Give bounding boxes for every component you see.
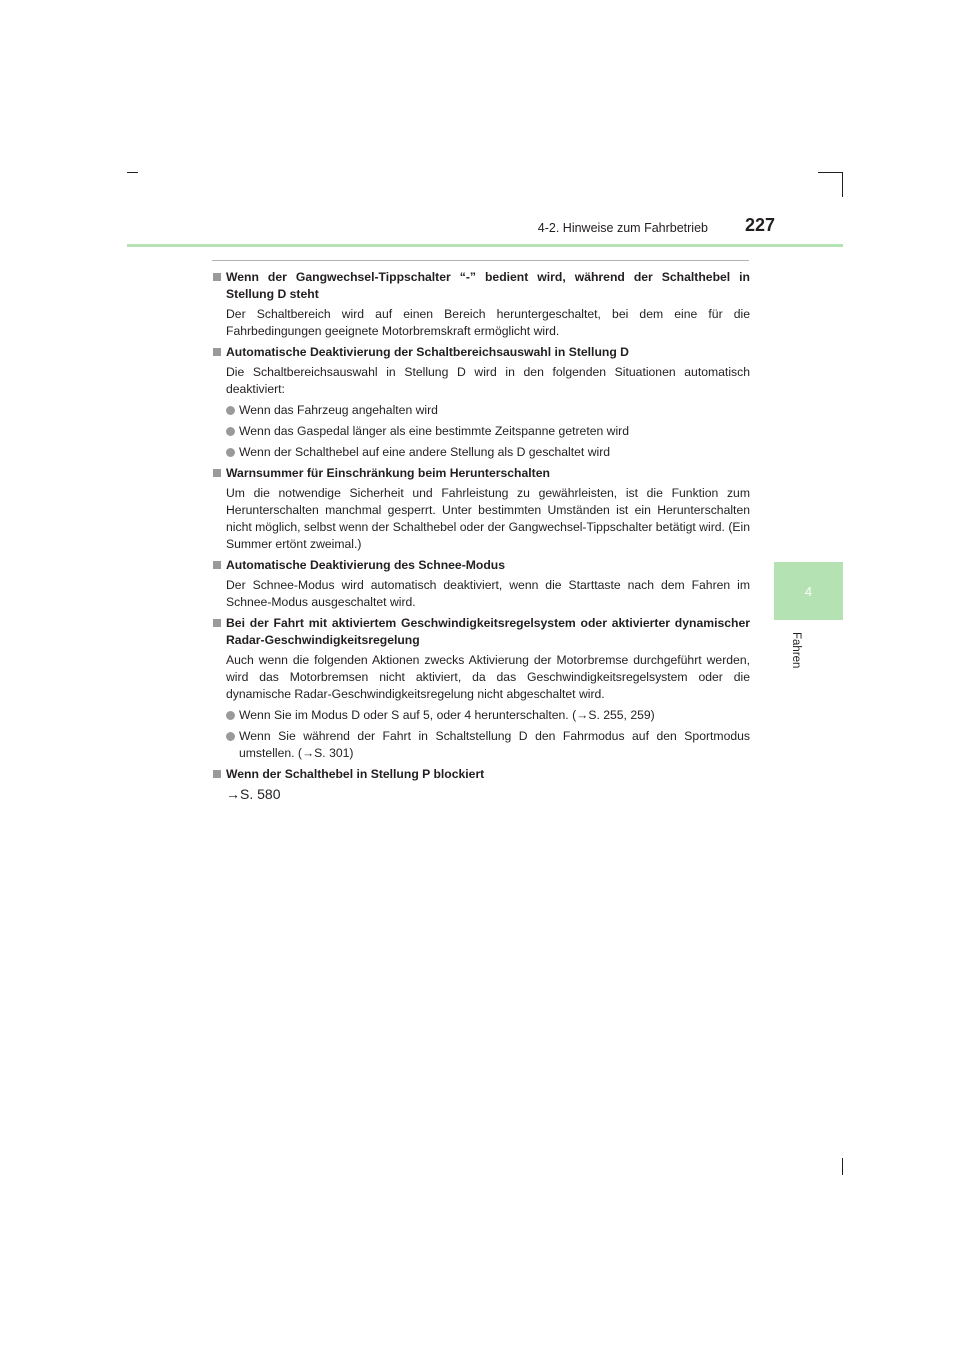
section-cruise-control xyxy=(213,615,750,762)
crop-mark xyxy=(842,172,843,197)
circle-bullet-icon xyxy=(226,711,235,720)
section-heading: Automatische Deaktivierung des Schnee-Modus xyxy=(213,557,750,574)
crop-mark xyxy=(818,172,843,173)
section-heading: Bei der Fahrt mit aktiviertem Geschwindigkeitsregelsystem oder aktivierter dynamischer Radar-Geschwindigkeitsregelung xyxy=(213,615,750,649)
section-body: Der Schnee-Modus wird automatisch deaktiviert, wenn die Starttaste nach dem Fahren im Schnee-Modus ausgeschaltet wird. xyxy=(226,578,750,609)
circle-bullet-icon xyxy=(226,406,235,415)
crop-mark xyxy=(127,172,138,173)
list-item: Wenn der Schalthebel auf eine andere Stellung als D geschaltet wird xyxy=(213,444,750,461)
square-bullet-icon xyxy=(213,273,221,281)
section-body: Auch wenn die folgenden Aktionen zwecks Aktivierung der Motorbremse durchgeführt werden, wird das Motorbremsen nicht aktiviert, da das Geschwindigkeitsregelsystem oder die dynamische Radar-Geschwindigkeitsregelung nicht abgeschaltet wird. xyxy=(226,653,750,701)
section-heading: Automatische Deaktivierung der Schaltbereichsauswahl in Stellung D xyxy=(213,344,750,361)
list-item: Wenn Sie während der Fahrt in Schaltstellung D den Fahrmodus auf den Sportmodus umstellen. (→S. 301) xyxy=(213,728,750,762)
section-downshift-warning xyxy=(213,465,750,553)
list-item: Wenn Sie im Modus D oder S auf 5, oder 4 herunterschalten. (→S. 255, 259) xyxy=(213,707,750,724)
section-body: Der Schaltbereich wird auf einen Bereich heruntergeschaltet, bei dem eine für die Fahrbedingungen geeignete Motorbremskraft ermöglicht wird. xyxy=(226,307,750,338)
page-content xyxy=(213,269,750,807)
square-bullet-icon xyxy=(213,619,221,627)
list-item: Wenn das Gaspedal länger als eine bestimmte Zeitspanne getreten wird xyxy=(213,423,750,440)
square-bullet-icon xyxy=(213,561,221,569)
page-reference-link[interactable]: →S. 580 xyxy=(226,786,281,802)
chapter-tab xyxy=(774,562,843,620)
square-bullet-icon xyxy=(213,348,221,356)
header-rule xyxy=(127,244,843,247)
circle-bullet-icon xyxy=(226,427,235,436)
circle-bullet-icon xyxy=(226,448,235,457)
section-gear-shift-paddle xyxy=(213,269,750,340)
section-body: Die Schaltbereichsauswahl in Stellung D wird in den folgenden Situationen automatisch deaktiviert: xyxy=(226,365,750,396)
content-rule xyxy=(212,260,749,261)
square-bullet-icon xyxy=(213,469,221,477)
chapter-number: 4 xyxy=(804,583,813,599)
circle-bullet-icon xyxy=(226,732,235,741)
section-body: Um die notwendige Sicherheit und Fahrleistung zu gewährleisten, ist die Funktion zum Herunterschalten manchmal gesperrt. Unter bestimmten Umständen ist ein Herunterschalten nicht möglich, selbst wenn der Schalthebel oder der Gangwechsel-Tippschalter betätigt wird. (Ein Summer ertönt zweimal.) xyxy=(226,486,750,551)
section-heading: Wenn der Schalthebel in Stellung P blockiert xyxy=(213,766,750,783)
list-item: Wenn das Fahrzeug angehalten wird xyxy=(213,402,750,419)
section-snow-mode xyxy=(213,557,750,611)
square-bullet-icon xyxy=(213,770,221,778)
section-auto-deactivation-range xyxy=(213,344,750,461)
running-header-section: 4-2. Hinweise zum Fahrbetrieb xyxy=(537,221,708,235)
crop-mark xyxy=(842,1158,843,1175)
page-number: 227 xyxy=(744,215,775,235)
section-shift-lever-stuck xyxy=(213,766,750,803)
section-heading: Wenn der Gangwechsel-Tippschalter “-” bedient wird, während der Schalthebel in Stellung D steht xyxy=(213,269,750,303)
chapter-label: Fahren xyxy=(790,632,802,669)
section-heading: Warnsummer für Einschränkung beim Herunterschalten xyxy=(213,465,750,482)
